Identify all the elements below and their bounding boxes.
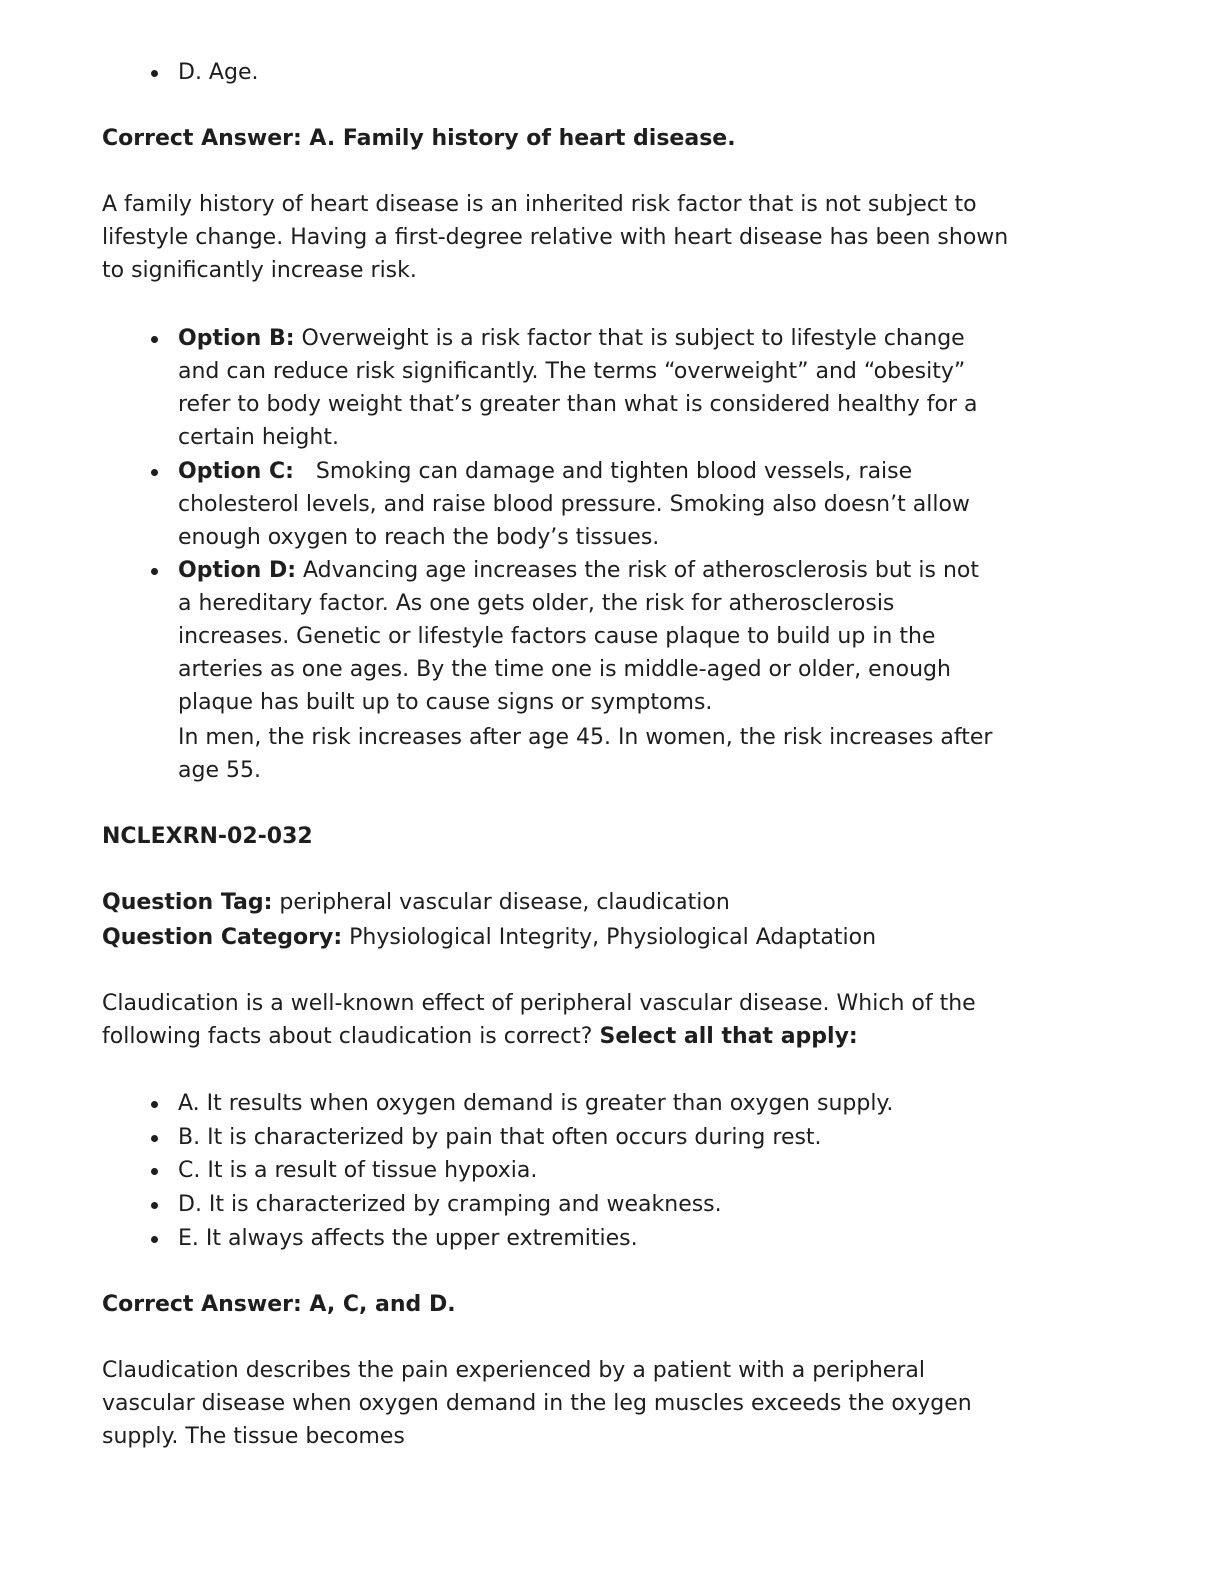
tag-label: Question Tag: (102, 890, 273, 915)
text-line: Claudication is a well-known effect of peripheral vascular disease. Which of the (102, 991, 976, 1016)
text-line: to significantly increase risk. (102, 258, 417, 283)
text-line: plaque has built up to cause signs or symptoms. (178, 690, 713, 715)
text-line: vascular disease when oxygen demand in the leg muscles exceeds the oxygen (102, 1391, 972, 1416)
explanation-prev (102, 188, 1008, 287)
answer-option-d: D. It is characterized by cramping and weakness. (178, 1188, 722, 1221)
text-line: refer to body weight that’s greater than what is considered healthy for a (178, 392, 978, 417)
text-line: A family history of heart disease is an inherited risk factor that is not subject to (102, 192, 977, 217)
rationale-label: Option D: (178, 558, 297, 583)
question-category (102, 921, 876, 954)
answer-option-c: C. It is a result of tissue hypoxia. (178, 1154, 537, 1187)
answer-option-b: B. It is characterized by pain that often occurs during rest. (178, 1121, 822, 1154)
rationale-option-d (178, 554, 992, 787)
category-label: Question Category: (102, 925, 343, 950)
text-line: age 55. (178, 758, 261, 783)
rationale-option-b (178, 322, 978, 454)
text-line: and can reduce risk significantly. The terms “overweight” and “obesity” (178, 359, 966, 384)
rationale-label: Option C: (178, 459, 294, 484)
text-line: certain height. (178, 425, 339, 450)
text-line: a hereditary factor. As one gets older, the risk for atherosclerosis (178, 591, 895, 616)
text-line: supply. The tissue becomes (102, 1424, 405, 1449)
text-line: increases. Genetic or lifestyle factors cause plaque to build up in the (178, 624, 936, 649)
rationale-label: Option B: (178, 326, 295, 351)
text-line: lifestyle change. Having a first-degree relative with heart disease has been shown (102, 225, 1009, 250)
text-line: Claudication describes the pain experienced by a patient with a peripheral (102, 1358, 925, 1383)
text-line: In men, the risk increases after age 45. In women, the risk increases after (178, 725, 993, 750)
text-line: cholesterol levels, and raise blood pressure. Smoking also doesn’t allow (178, 492, 970, 517)
text-line: enough oxygen to reach the body’s tissues. (178, 525, 660, 550)
select-all-instruction: Select all that apply: (599, 1024, 858, 1049)
rationale-option-c (178, 455, 1096, 554)
text-line: Overweight is a risk factor that is subject to lifestyle change (294, 326, 965, 351)
text-line: Smoking can damage and tighten blood vessels, raise (315, 459, 913, 484)
correct-answer-prev: Correct Answer: A. Family history of heart disease. (102, 126, 736, 151)
correct-answer: Correct Answer: A, C, and D. (102, 1292, 456, 1317)
text-line: following facts about claudication is correct? (102, 1024, 600, 1049)
text-line: arteries as one ages. By the time one is middle-aged or older, enough (178, 657, 951, 682)
question-stem (102, 987, 976, 1053)
category-value: Physiological Integrity, Physiological Adaptation (342, 925, 877, 950)
answer-option-e: E. It always affects the upper extremities. (178, 1222, 638, 1255)
question-tag (102, 886, 730, 919)
tag-value: peripheral vascular disease, claudication (272, 890, 730, 915)
answer-option-a: A. It results when oxygen demand is greater than oxygen supply. (178, 1087, 893, 1120)
text-line: Advancing age increases the risk of atherosclerosis but is not (296, 558, 979, 583)
explanation (102, 1354, 972, 1453)
option-d-age: D. Age. (178, 56, 258, 89)
question-id: NCLEXRN-02-032 (102, 824, 313, 849)
